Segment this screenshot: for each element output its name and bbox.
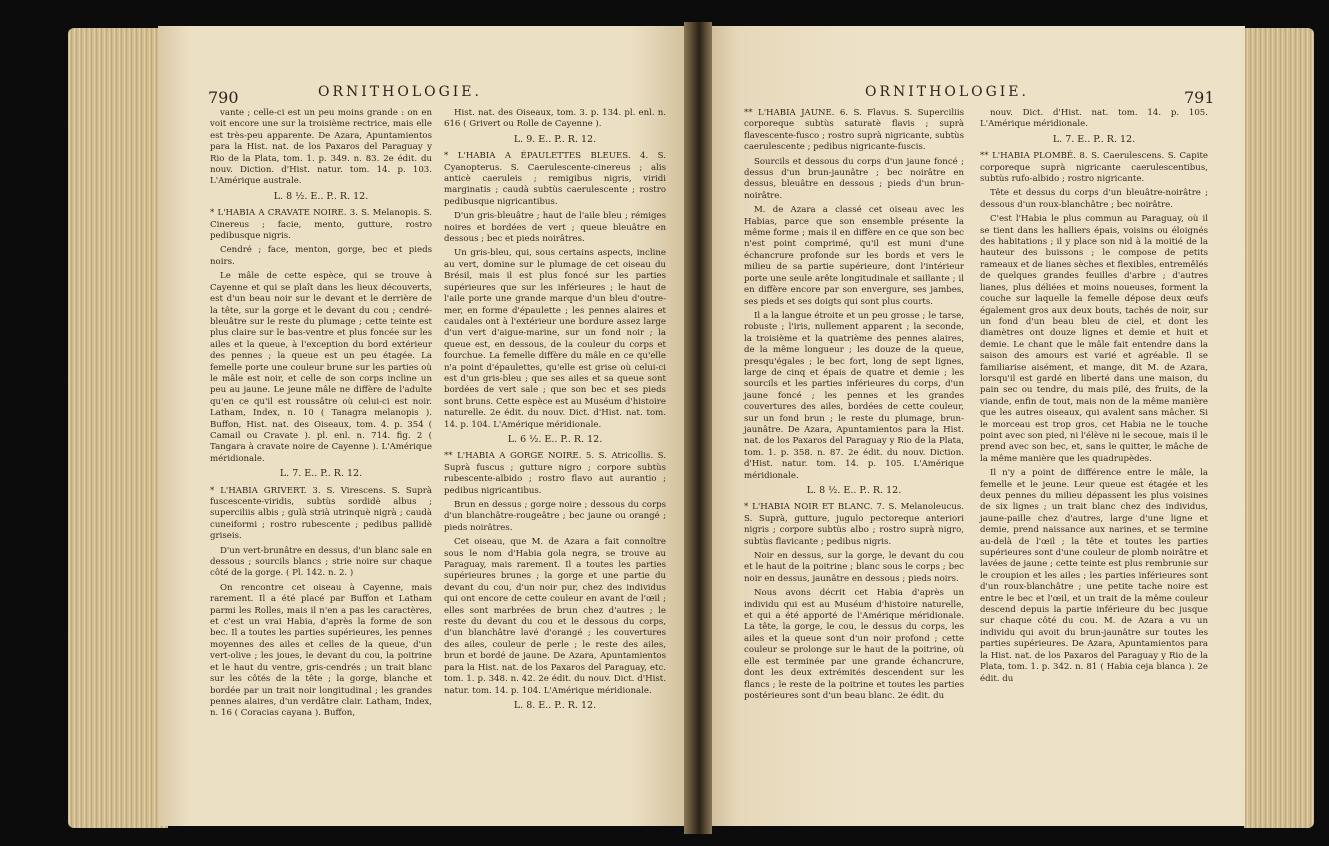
species-heading: * L'HABIA A ÉPAULETTES BLEUES. 4. S. Cyanopterus. S. Caerulescente-cinereus ; alis anticè caeruleis ; remigibus nigris, viridi marginatis ; caudà subtùs caerulescente ; rostro pedibusque nigricantibus. [444, 151, 666, 207]
running-title-right: ORNITHOLOGIE. [865, 84, 1029, 100]
paragraph: Un gris-bleu, qui, sous certains aspects, incline au vert, domine sur le plumage de cet oiseau du Brésil, mais il est plus foncé sur les parties supérieures que sur les inférieures ; le haut de l'aile porte une grande marque d'un bleu d'outre-mer, en forme d'épaulette ; les pennes alaires et caudales ont à l'extérieur une bordure assez large d'un vert d'aigue-marine, sur un fond noir ; la queue est, en dessous, de la couleur du corps et fourchue. La femelle diffère du mâle en ce qu'elle n'a point d'épaulettes, qu'elle est grise où celui-ci est d'un gris-bleu ; que ses ailes et sa queue sont bordées de vert sale ; que son bec et ses pieds sont bruns. Cette espèce est au Muséum d'histoire naturelle. 2e édit. du nouv. Dict. d'Hist. nat. tom. 14. p. 104. L'Amérique méridionale. [444, 248, 666, 430]
left-page [158, 26, 695, 826]
column-2 [444, 108, 666, 717]
measurement: L. 7. E.. P.. R. 12. [1052, 133, 1136, 145]
species-heading: ** L'HABIA JAUNE. 6. S. Flavus. S. Superciliis corporeque subtùs saturatè flavis ; suprà flavescente-fusco ; rostro suprà nigricante, subtùs caerulescente ; pedibus nigricante-fuscis. [744, 108, 964, 153]
measurement: L. 8 ½. E.. P.. R. 12. [806, 485, 902, 496]
species-heading: * L'HABIA GRIVERT. 3. S. Virescens. S. Suprà fuscescente-viridis, subtùs sordidè albus ; superciliis albis ; gulà strià utrinquè nigrà ; caudà cuneiformi ; rostro rubescente ; pedibus pallidè griseis. [210, 485, 432, 542]
column-3 [744, 108, 964, 705]
paragraph: D'un gris-bleuâtre ; haut de l'aile bleu ; rémiges noires et bordées de vert ; queue bleuâtre en dessous ; bec et pieds noirâtres. [444, 211, 666, 245]
paragraph: On rencontre cet oiseau à Cayenne, mais rarement. Il a été placé par Buffon et Latham parmi les Rolles, mais il n'en a pas les caractères, et c'est un vrai Habia, d'après la forme de son bec. Il a toutes les parties supérieures, les pennes moyennes des ailes et celles de la queue, d'un vert-olive ; les joues, le devant du cou, la poitrine et le haut du ventre, gris-cendrés ; un trait blanc sur les côtés de la tête ; la gorge, blanche et bordée par un trait noir longitudinal ; les grandes pennes alaires, d'un verdâtre clair. Latham, Index, n. 16 ( Coracias cayana ). Buffon, [210, 582, 432, 719]
paragraph: Hist. nat. des Oiseaux, tom. 3. p. 134. pl. enl. n. 616 ( Grivert ou Rolle de Cayenne ). [444, 108, 666, 130]
paragraph: nouv. Dict. d'Hist. nat. tom. 14. p. 105. L'Amérique méridionale. [980, 108, 1208, 130]
measurement: L. 8. E.. P.. R. 12. [513, 699, 597, 711]
page-edges-left [68, 28, 168, 828]
paragraph: Nous avons décrit cet Habia d'après un individu qui est au Muséum d'histoire naturelle, et qui a été apporté de l'Amérique méridionale. La tête, la gorge, le cou, le dessus du corps, les ailes et la queue sont d'un noir profond ; cette couleur se prolonge sur le haut de la poitrine, où elle est terminée par une grande échancrure, dont les deux extrémités descendent sur les flancs ; le reste de la poitrine et toutes les parties postérieures sont d'un beau blanc. 2e édit. du [744, 588, 964, 701]
paragraph: C'est l'Habia le plus commun au Paraguay, où il se tient dans les halliers épais, voisins ou éloignés des habitations ; il y place son nid à la moitié de la hauteur des buissons ; le compose de petits rameaux et de lianes sèches et flexibles, entremêlés de quelques grandes feuilles d'arbre ; d'autres lianes, plus déliées et moins noueuses, forment la couche sur laquelle la femelle dépose deux œufs également gros aux deux bouts, tachés de noir, sur un fond d'un beau bleu de ciel, et dont les diamètres ont douze lignes et demie et huit et demie. Le chant que le mâle fait entendre dans la saison des amours est varié et agréable. Il se familiarise aisément, et mange, dit M. de Azara, lorsqu'il est gardé en liberté dans une maison, du pain sec ou tendre, du mais pilé, des fruits, de la viande, enfin de tout, mais non de la même manière que les autres oiseaux, qui avalent sans mâcher. Si le morceau est trop gros, cet Habia ne le touche point avec son pied, ni l'élève ni le secoue, mais il le prend avec son bec, et, sans le quitter, le mâche de la même manière que les quadrupèdes. [980, 214, 1208, 464]
measurement: L. 6 ½. E.. P.. R. 12. [507, 433, 603, 445]
page-edges-right [1244, 28, 1314, 828]
measurement: L. 9. E.. P.. R. 12. [513, 133, 597, 145]
paragraph: Il a la langue étroite et un peu grosse ; le tarse, robuste ; l'iris, nullement apparent ; la seconde, la troisième et la quatrième des pennes alaires, de la même longueur ; les douze de la queue, presqu'égales ; le bec fort, long de sept lignes, large de cinq et épais de quatre et demie ; les sourcils et les parties inférieures du corps, d'un jaune foncé ; les pennes et les grandes couvertures des ailes, bordées de cette couleur, sur un fond brun ; le reste du plumage, brun-jaunâtre. De Azara, Apuntamientos para la Hist. nat. de los Paxaros del Paraguay y Rio de la Plata, tom. 1. p. 358. n. 87. 2e édit. du nouv. Diction. d'Hist. natur. tom. 14. p. 105. L'Amérique méridionale. [744, 310, 964, 481]
species-heading: ** L'HABIA A GORGE NOIRE. 5. S. Atricollis. S. Suprà fuscus ; gutture nigro ; corpore subtùs rubescente-albido ; rostro flavo aut aurantio ; pedibus nigricantibus. [444, 451, 666, 496]
column-4 [980, 108, 1208, 688]
paragraph: Brun en dessus ; gorge noire ; dessous du corps d'un blanchâtre-rougeâtre ; bec jaune ou orangé ; pieds noirâtres. [444, 500, 666, 533]
paragraph: Sourcils et dessous du corps d'un jaune foncé ; dessus d'un brun-jaunâtre ; bec noirâtre en dessus, bleuâtre en dessous ; pieds d'un brun-noirâtre. [744, 156, 964, 201]
book-gutter [684, 22, 712, 834]
species-heading: * L'HABIA A CRAVATE NOIRE. 3. S. Melanopis. S. Cinereus ; facie, mento, gutture, rostro pedibusque nigris. [210, 208, 432, 242]
species-heading: ** L'HABIA PLOMBÉ. 8. S. Caerulescens. S. Capite corporeque suprà nigricante caerulescentibus, subtùs rufo-albido ; rostro nigricante. [980, 151, 1208, 185]
paragraph: M. de Azara a classé cet oiseau avec les Habias, parce que son ensemble présente la même forme ; mais il en diffère en ce que son bec n'est point comprimé, qu'il est muni d'une échancrure profonde sur les bords et vers le milieu de sa partie supérieure, dont l'intérieur porte une seule arête longitudinale et saillante ; il en diffère encore par son envergure, ses jambes, ses pieds et ses doigts qui sont plus courts. [744, 205, 964, 307]
page-number-left: 790 [208, 88, 239, 107]
paragraph: Cet oiseau, que M. de Azara a fait connoître sous le nom d'Habia gola negra, se trouve au Paraguay, mais rarement. Il a toutes les parties supérieures brunes ; la gorge et une partie du devant du cou, d'un noir pur, chez des individus qui ont encore de cette couleur en avant de l'œil ; elles sont marbrées de brun chez d'autres ; le reste du devant du cou et le dessous du corps, d'un blanchâtre lavé d'orangé ; les couvertures des ailes, couleur de perle ; le reste des ailes, brun et bordé de jaune. De Azara, Apuntamientos para la Hist. nat. de los Paxaros del Paraguay, etc. tom. 1. p. 348. n. 42. 2e édit. du nouv. Dict. d'Hist. natur. tom. 14. p. 104. L'Amérique méridionale. [444, 537, 666, 696]
page-number-right: 791 [1184, 88, 1215, 107]
paragraph: Le mâle de cette espèce, qui se trouve à Cayenne et qui se plaît dans les lieux découverts, est d'un beau noir sur le devant et le derrière de la tête, sur la gorge et le devant du cou ; cendré-bleuâtre sur le reste du plumage ; cette teinte est plus claire sur le bas-ventre et plus foncée sur les ailes et la queue, à l'exception du bord extérieur des pennes ; la queue est un peu étagée. La femelle porte une couleur brune sur les parties où le mâle est noir, et celle de son corps incline un peu au jaune. Le jeune mâle ne diffère de l'adulte qu'en ce qu'il est roussâtre où celui-ci est noir. Latham, Index, n. 10 ( Tanagra melanopis ). Buffon, Hist. nat. des Oiseaux, tom. 4. p. 354 ( Camail ou Cravate ). pl. enl. n. 714. fig. 2 ( Tangara à cravate noire de Cayenne ). L'Amérique méridionale. [210, 271, 432, 464]
right-page [700, 26, 1245, 826]
paragraph: D'un vert-brunâtre en dessus, d'un blanc sale en dessous ; sourcils blancs ; strie noire sur chaque côté de la gorge. ( Pl. 142. n. 2. ) [210, 545, 432, 579]
paragraph: vante ; celle-ci est un peu moins grande : on en voit encore une sur la troisième rectrice, mais elle est très-peu apparente. De Azara, Apuntamientos para la Hist. nat. de los Paxaros del Paraguay y Rio de la Plata, tom. 1. p. 349. n. 83. 2e édit. du nouv. Diction. d'Hist. natur. tom. 14. p. 103. L'Amérique australe. [210, 108, 432, 187]
paragraph: Cendré ; face, menton, gorge, bec et pieds noirs. [210, 245, 432, 267]
running-title-left: ORNITHOLOGIE. [318, 84, 482, 100]
paragraph: Noir en dessus, sur la gorge, le devant du cou et le haut de la poitrine ; blanc sous le corps ; bec noir en dessus, jaunâtre en dessous ; pieds noirs. [744, 551, 964, 584]
paragraph: Tête et dessus du corps d'un bleuâtre-noirâtre ; dessous d'un roux-blanchâtre ; bec noirâtre. [980, 188, 1208, 210]
species-heading: * L'HABIA NOIR ET BLANC. 7. S. Melanoleucus. S. Suprà, gutture, jugulo pectoreque anteriori nigris ; corpore subtùs albo ; rostro suprà nigro, subtùs flavicante ; pedibus nigris. [744, 502, 964, 547]
measurement: L. 7. E.. P.. R. 12. [279, 468, 363, 480]
measurement: L. 8 ½. E.. P.. R. 12. [273, 190, 369, 202]
column-1 [210, 108, 432, 723]
open-book [20, 22, 1312, 834]
paragraph: Il n'y a point de différence entre le mâle, la femelle et le jeune. Leur queue est étagée et les deux pennes du milieu dépassent les plus voisines de six lignes ; un trait blanc chez des individus, jaune-paille chez d'autres, large d'une ligne et demie, prend naissance aux narines, et se termine au-delà de l'œil ; la tête et toutes les parties supérieures sont d'une couleur de plomb noirâtre et lavées de jaune ; cette teinte est plus rembrunie sur le croupion et les ailes ; les parties inférieures sont d'un roux-blanchâtre ; une petite tache noire est entre le bec et l'œil, et un trait de la même couleur descend depuis la partie inférieure du bec jusque sur chaque côté du cou. M. de Azara a vu un individu qui avoit du brun-jaunâtre sur toutes les parties supérieures. De Azara, Apuntamientos para la Hist. nat. de los Paxaros del Paraguay y Rio de la Plata, tom. 1. p. 342. n. 81 ( Habia ceja blanca ). 2e édit. du [980, 468, 1208, 684]
